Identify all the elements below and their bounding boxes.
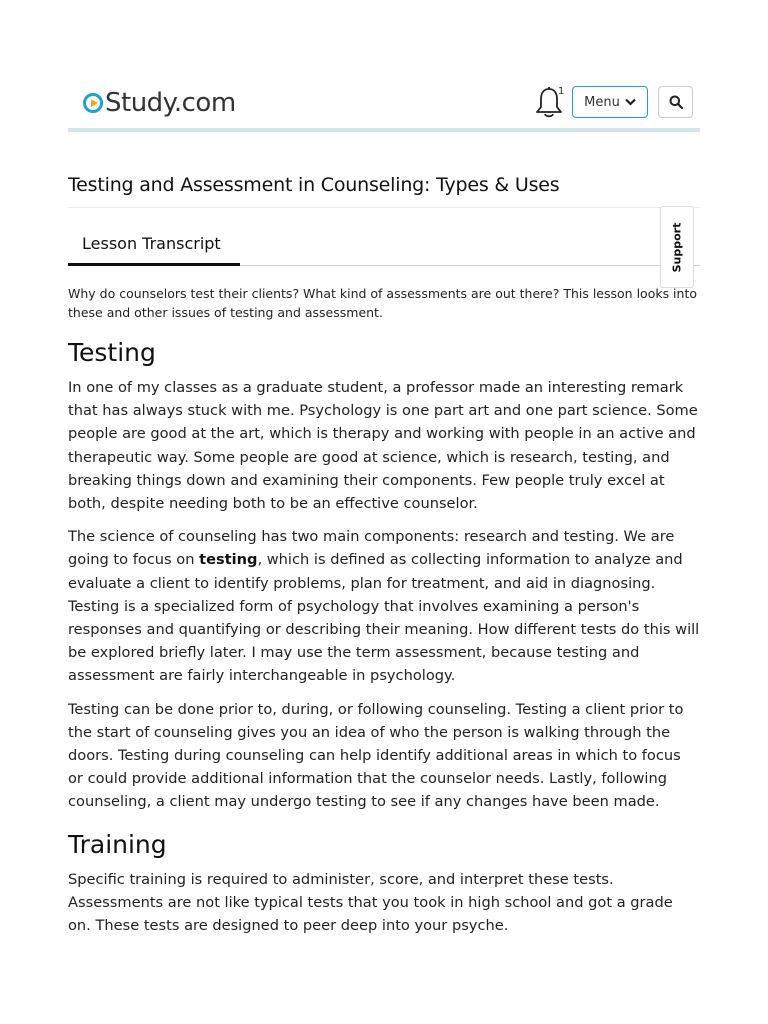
search-button[interactable] — [658, 86, 693, 118]
paragraph-text: The science of counseling has two main components: research and testing. We are going to focus on — [68, 528, 675, 569]
title-divider — [68, 207, 700, 208]
site-header — [68, 80, 700, 128]
section-heading-testing: Testing — [68, 338, 156, 367]
lesson-content — [68, 284, 700, 947]
paragraph: Testing can be done prior to, during, or following counseling. Testing a client prior to the start of counseling gives you an idea of who the person is walking through the doors. Testing during counseling can help identify additional areas in which to focus or could provide additional information that the counselor needs. Lastly, following counseling, a client may undergo testing to see if any changes have been made. — [68, 700, 684, 811]
paragraph: In one of my classes as a graduate student, a professor made an interesting remark that has always stuck with me. Psychology is one part art and one part science. Some people are good at the art, which is therapy and working with people in an active and therapeutic way. Some people are good at science, which is research, testing, and breaking things down and examining their components. Few people truly excel at both, despite needing both to be an effective counselor. — [68, 379, 698, 513]
section-heading-training: Training — [68, 829, 167, 859]
menu-label: Menu — [584, 94, 620, 110]
play-logo-icon — [83, 93, 103, 113]
tab-lesson-transcript[interactable]: Lesson Transcript — [68, 228, 240, 266]
tab-bar — [68, 228, 700, 266]
term-testing: testing — [199, 551, 258, 569]
support-label: Support — [670, 222, 684, 272]
paragraph: Specific training is required to administer, score, and interpret these tests. Assessments are not like typical tests that you took in high school and got a grade on. These tests are designed to peer deep into your psyche. — [68, 870, 673, 935]
study-logo[interactable] — [83, 86, 236, 120]
page-title: Testing and Assessment in Counseling: Types & Uses — [68, 174, 560, 196]
paragraph — [68, 525, 700, 687]
search-icon — [669, 95, 683, 109]
header-divider — [68, 128, 700, 132]
menu-button[interactable] — [572, 86, 648, 118]
lesson-intro: Why do counselors test their clients? What kind of assessments are out there? This lesson looks into these and other issues of testing and assessment. — [68, 286, 698, 320]
logo-text: Study.com — [105, 88, 236, 118]
support-button[interactable] — [660, 206, 694, 288]
notification-count: 1 — [558, 86, 565, 97]
chevron-down-icon — [625, 98, 636, 106]
paragraph-text: , which is defined as collecting information to analyze and evaluate a client to identify problems, plan for treatment, and aid in diagnosing. Testing is a specialized form of psychology that involves examining a person's responses and quantifying or describing their meaning. How different tests do this will be explored briefly later. I may use the term assessment, because testing and assessment are fairly interchangeable in psychology. — [68, 551, 700, 685]
